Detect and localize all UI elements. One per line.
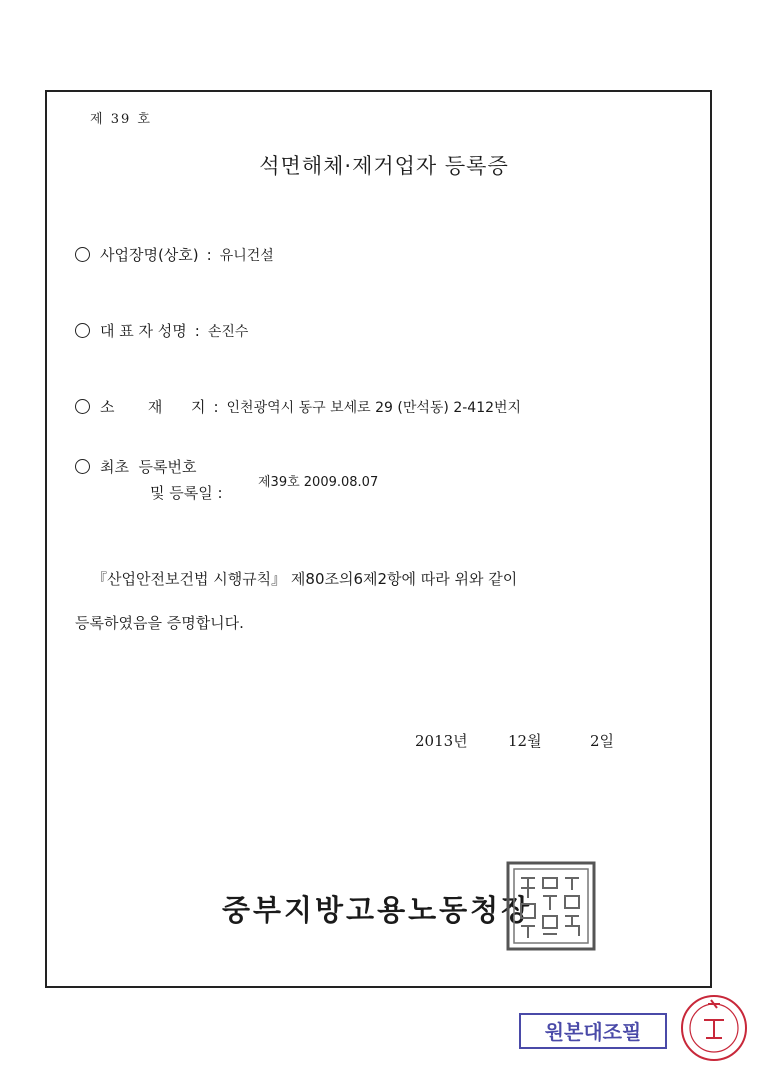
date-month: 12월 — [508, 732, 542, 750]
circle-bullet-icon — [75, 247, 90, 262]
certification-text-line1: 『산업안전보건법 시행규칙』 제80조의6제2항에 따라 위와 같이 — [92, 570, 518, 588]
field-label-line2: 및 등록일 : — [150, 484, 223, 502]
circle-bullet-icon — [75, 459, 90, 474]
field-value: 인천광역시 동구 보세로 29 (만석동) 2-412번지 — [226, 400, 522, 416]
round-red-seal-icon — [678, 992, 750, 1064]
date-day: 2일 — [590, 732, 615, 750]
document-number: 제 39 호 — [90, 112, 152, 127]
field-label: 대 표 자 성명 — [100, 322, 187, 340]
field-address — [75, 396, 521, 417]
issuer-name: 중부지방고용노동청장 — [222, 893, 533, 927]
field-value: 유니건설 — [219, 248, 274, 264]
certification-text-line2: 등록하였음을 증명합니다. — [75, 614, 244, 632]
circle-bullet-icon — [75, 399, 90, 414]
official-seal-icon — [505, 860, 597, 952]
field-registration — [75, 456, 196, 477]
field-label: 소 재 지 — [100, 398, 206, 416]
field-value: 제39호 2009.08.07 — [258, 475, 379, 490]
document-border — [45, 90, 712, 988]
field-colon: : — [194, 322, 200, 340]
date-year: 2013년 — [415, 732, 468, 750]
field-business-name — [75, 244, 274, 265]
document-title: 석면해체·제거업자 등록증 — [259, 154, 509, 178]
original-verified-stamp-icon — [518, 1012, 668, 1050]
circle-bullet-icon — [75, 323, 90, 338]
field-value: 손진수 — [207, 324, 249, 340]
field-label: 최초 등록번호 — [100, 458, 197, 476]
field-colon: : — [213, 398, 219, 416]
field-label: 사업장명(상호) — [100, 246, 199, 264]
stamp-text: 원본대조필 — [544, 1020, 642, 1044]
field-representative — [75, 320, 248, 341]
field-colon: : — [206, 246, 212, 264]
